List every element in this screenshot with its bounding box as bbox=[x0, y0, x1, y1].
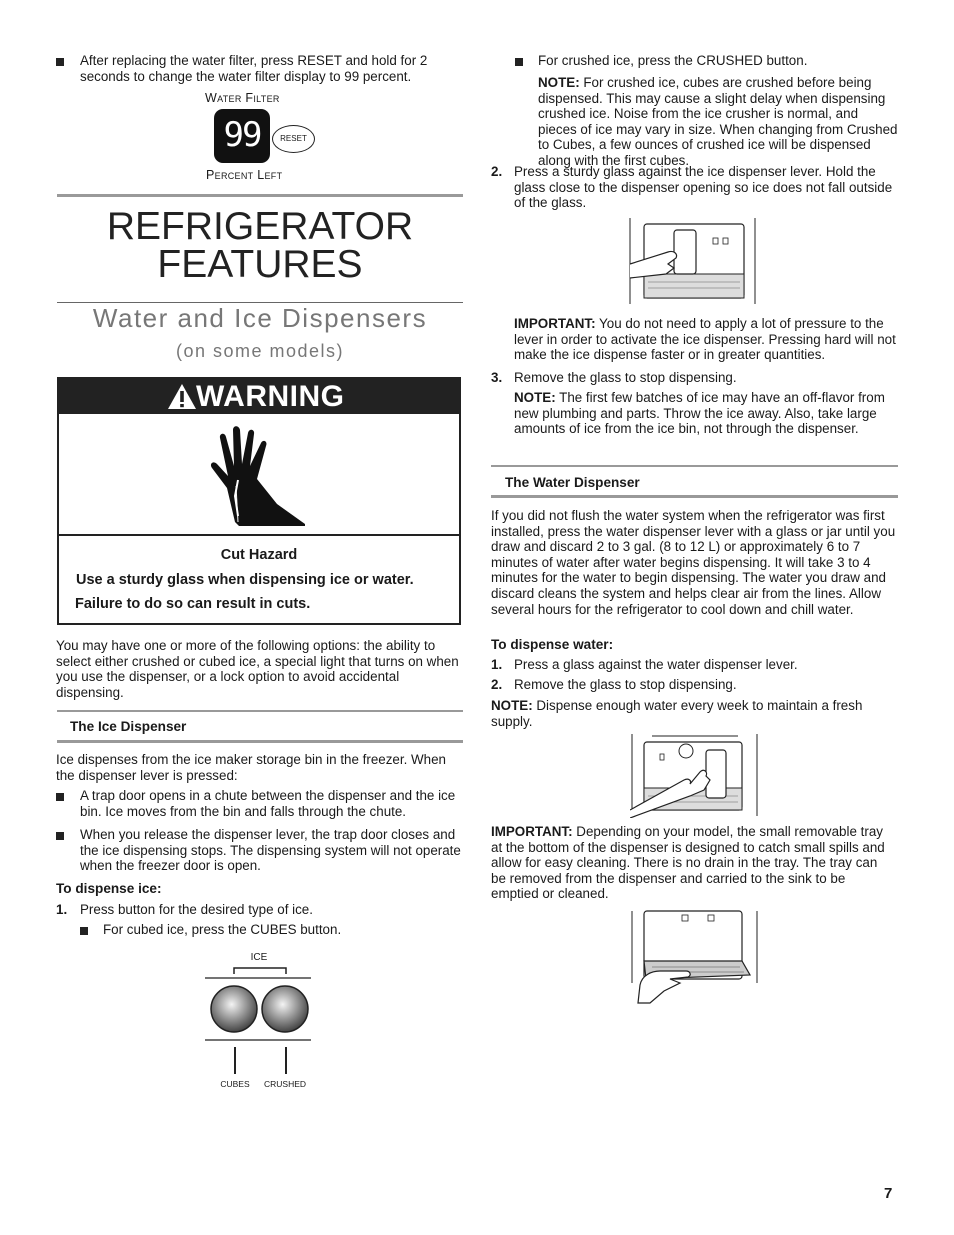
bullet-marker bbox=[56, 58, 64, 66]
hazard-title: Cut Hazard bbox=[220, 547, 298, 563]
step-1-number: 1. bbox=[56, 902, 68, 917]
bullet-marker bbox=[80, 927, 88, 935]
hazard-line2: Failure to do so can result in cuts. bbox=[75, 596, 311, 612]
step-3-number: 3. bbox=[491, 370, 503, 385]
ice-bullet-2: When you release the dispenser lever, the trap door closes and the ice dispensing stops. The dispensing system will not operate when the freezer door is open. bbox=[80, 827, 461, 874]
percent-left-label: Percent Left bbox=[206, 168, 283, 182]
ice-intro: Ice dispenses from the ice maker storage bin in the freezer. When the dispenser lever is pressed: bbox=[56, 752, 447, 783]
ice-label: ICE bbox=[250, 952, 268, 963]
crushed-label: CRUSHED bbox=[263, 1079, 307, 1089]
water-step-1-text: Press a glass against the water dispenser lever. bbox=[514, 657, 798, 672]
cubes-bullet: For cubed ice, press the CUBES button. bbox=[103, 922, 342, 937]
reset-button[interactable]: RESET bbox=[272, 125, 315, 153]
cubes-line bbox=[234, 1047, 236, 1074]
water-step-1-number: 1. bbox=[491, 657, 503, 672]
cubes-label: CUBES bbox=[220, 1079, 250, 1089]
ice-heading-rule-top bbox=[57, 710, 463, 712]
important-label: IMPORTANT: bbox=[514, 316, 596, 331]
page-number: 7 bbox=[884, 1185, 893, 1202]
ice-bullet-1: A trap door opens in a chute between the dispenser and the ice bin. Ice moves from the bin and falls through the chute. bbox=[80, 788, 456, 819]
water-dispenser-heading: The Water Dispenser bbox=[505, 475, 640, 490]
warning-label: WARNING bbox=[196, 380, 345, 413]
note-2 bbox=[514, 390, 899, 437]
important-1-text: You do not need to apply a lot of pressure to the lever in order to activate the ice dispenser. Pressing hard will not make the ice dispense faster or in greater quantities. bbox=[514, 316, 896, 363]
ice-dispenser-heading: The Ice Dispenser bbox=[70, 719, 187, 734]
section-title: Water and Ice Dispensers bbox=[92, 303, 428, 333]
cut-hand-icon bbox=[205, 424, 315, 526]
crushed-line bbox=[285, 1047, 287, 1074]
note-label: NOTE: bbox=[538, 75, 580, 90]
note-label: NOTE: bbox=[514, 390, 556, 405]
important-1 bbox=[514, 316, 899, 363]
filter-display-digits: 99 bbox=[223, 115, 261, 155]
important-label: IMPORTANT: bbox=[491, 824, 573, 839]
water-step-2-text: Remove the glass to stop dispensing. bbox=[514, 677, 737, 692]
bullet-marker bbox=[56, 832, 64, 840]
crushed-note bbox=[538, 75, 898, 169]
water-heading-rule-bottom bbox=[491, 495, 898, 498]
bullet-marker bbox=[56, 793, 64, 801]
important-2-text: Depending on your model, the small removable tray at the bottom of the dispenser is designed to catch small spills and allow for easy cleaning. There is no drain in the tray. The tray can be removed from the dispenser and carried to the sink to be emptied or cleaned. bbox=[491, 824, 885, 902]
tray-illustration bbox=[630, 909, 760, 1005]
note-2-text: The first few batches of ice may have an off-flavor from new plumbing and parts. Throw the ice away. Also, take large amounts of ice from the ice bin, not through the dispenser. bbox=[514, 390, 885, 437]
step-3-text: Remove the glass to stop dispensing. bbox=[514, 370, 737, 385]
step-1-text: Press button for the desired type of ice. bbox=[80, 902, 313, 917]
intro-paragraph: You may have one or more of the following options: the ability to select either crushed or cubed ice, a special light that turns on when you use the dispenser, or a lock option to avoid accidental dispensing. bbox=[56, 638, 459, 700]
water-glass-illustration bbox=[630, 732, 760, 818]
crushed-bullet: For crushed ice, press the CRUSHED button. bbox=[538, 53, 808, 68]
ice-heading-rule-bottom bbox=[57, 740, 463, 743]
water-intro: If you did not flush the water system when the refrigerator was first installed, press the water dispenser lever with a glass or jar until you draw and discard 2 to 3 gal. (8 to 12 L) or approximately 6 to 7 minutes of water after water begins dispensing. It will take 3 to 4 minutes for the water to begin dispensing. The water you draw and discard cleans the system and helps clear air from the lines. Allow several hours for the refrigerator to cool down and chill water. bbox=[491, 508, 896, 617]
water-filter-label: Water Filter bbox=[205, 91, 280, 105]
water-heading-rule-top bbox=[491, 465, 898, 467]
note-3-text: Dispense enough water every week to maintain a fresh supply. bbox=[491, 698, 863, 729]
hazard-divider bbox=[57, 534, 461, 536]
main-title-line2: FEATURES bbox=[157, 243, 363, 286]
step-2-number: 2. bbox=[491, 164, 503, 179]
filter-reset-bullet: After replacing the water filter, press RESET and hold for 2 seconds to change the water filter display to 99 percent. bbox=[80, 53, 428, 84]
bullet-marker bbox=[515, 58, 523, 66]
water-step-2-number: 2. bbox=[491, 677, 503, 692]
to-dispense-water-heading: To dispense water: bbox=[491, 637, 614, 652]
warning-triangle-icon bbox=[167, 383, 197, 410]
hazard-line1: Use a sturdy glass when dispensing ice or water. bbox=[76, 572, 414, 588]
crushed-note-text: For crushed ice, cubes are crushed before being dispensed. This may cause a slight delay when dispensing crushed ice. Noise from the ice crusher is normal, and pieces of ice may vary in size. When changing from Crushed to Cubes, a few ounces of crushed ice will be dispensed along with the first cubes. bbox=[538, 75, 898, 168]
ice-glass-illustration bbox=[628, 216, 758, 306]
section-subtitle: (on some models) bbox=[175, 341, 345, 361]
step-2-text: Press a sturdy glass against the ice dispenser lever. Hold the glass close to the dispenser opening so ice does not fall outside of the glass. bbox=[514, 164, 893, 211]
note-3 bbox=[491, 698, 891, 729]
ice-buttons-diagram bbox=[205, 962, 311, 1050]
main-title-line1: REFRIGERATOR bbox=[106, 205, 414, 248]
to-dispense-ice-heading: To dispense ice: bbox=[56, 881, 162, 896]
note-label: NOTE: bbox=[491, 698, 533, 713]
title-rule-top bbox=[57, 194, 463, 197]
important-2 bbox=[491, 824, 891, 902]
